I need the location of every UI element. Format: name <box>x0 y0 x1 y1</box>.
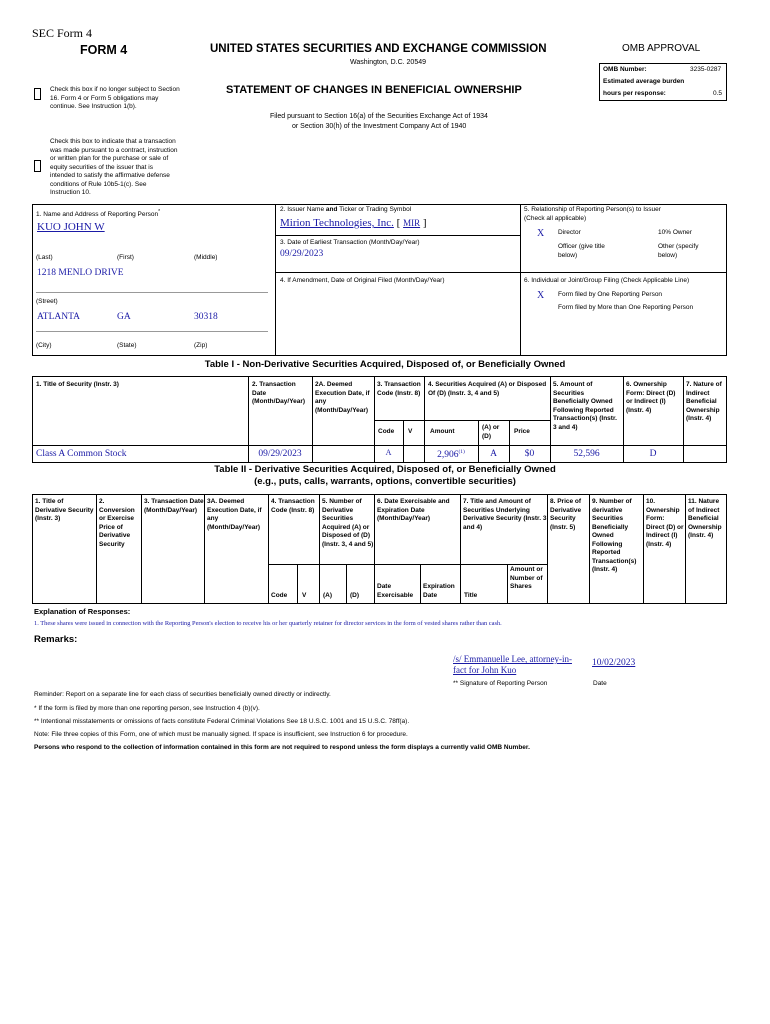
t1-h-nature: 7. Nature of Indirect Beneficial Ownership (Instr. 4) <box>686 381 722 422</box>
omb-number-label: OMB Number: <box>603 66 647 73</box>
t2-h-conversion: 2. Conversion or Exercise Price of Derivative Security <box>99 498 135 548</box>
explanation-label: Explanation of Responses: <box>34 607 131 616</box>
middle-label: (Middle) <box>194 254 218 261</box>
t1-h-deemed: 2A. Deemed Execution Date, if any (Month/Day/Year) <box>315 381 370 414</box>
t1-row-price: $0 <box>524 449 535 459</box>
ticker-symbol[interactable]: MIR <box>403 218 421 228</box>
officer-label: Officer (give title below) <box>558 243 605 259</box>
reminder-text: Reminder: Report on a separate line for each class of securities beneficially owned directly or indirectly. <box>34 691 331 698</box>
checkbox1-text: Check this box if no longer subject to Section 16. Form 4 or Form 5 obligations may continue. See Instruction 1(b). <box>50 86 180 110</box>
first-label: (First) <box>117 254 134 261</box>
earliest-transaction-date: 09/29/2023 <box>280 249 324 259</box>
sec-form-label: SEC Form 4 <box>32 26 93 40</box>
t1-row-aord: A <box>490 449 497 459</box>
t2-h-v-sub: V <box>302 592 307 599</box>
t1-row-form: D <box>649 449 657 459</box>
city-label: (City) <box>36 342 52 349</box>
t2-h-date: 3. Transaction Date (Month/Day/Year) <box>144 498 204 514</box>
rule-10b5-checkbox[interactable] <box>34 160 41 172</box>
t1-h-date: 2. Transaction Date (Month/Day/Year) <box>252 381 306 405</box>
omb-number-value: 3235-0287 <box>690 66 722 73</box>
box5-label: 5. Relationship of Reporting Person(s) to Issuer <box>524 206 661 213</box>
more-reporting-persons-label: Form filed by More than One Reporting Person <box>558 304 694 311</box>
one-reporting-person-label: Form filed by One Reporting Person <box>558 291 663 298</box>
ten-percent-owner-label: 10% Owner <box>658 229 692 236</box>
t1-h-code: 3. Transaction Code (Instr. 8) <box>377 381 421 397</box>
filed-pursuant-line1: Filed pursuant to Section 16(a) of the Securities Exchange Act of 1934 <box>270 113 488 120</box>
agency-title: UNITED STATES SECURITIES AND EXCHANGE COMMISSION <box>210 43 547 55</box>
table2-subtitle: (e.g., puts, calls, warrants, options, convertible securities) <box>254 476 516 487</box>
form-title: FORM 4 <box>80 43 128 57</box>
signature-label: ** Signature of Reporting Person <box>453 680 548 687</box>
t1-row-amount: 2,906$^{(1)}$ <box>437 449 465 461</box>
t1-h-amount-sub: Amount <box>430 428 455 435</box>
t2-h-deemed: 3A. Deemed Execution Date, if any (Month/Day/Year) <box>207 498 262 531</box>
issuer-name[interactable]: Mirion Technologies, Inc. <box>280 217 394 229</box>
t2-h-title: 1. Title of Derivative Security (Instr. 3) <box>35 498 94 522</box>
agency-location: Washington, D.C. 20549 <box>350 59 427 66</box>
box3-label: 3. Date of Earliest Transaction (Month/Day/Year) <box>280 239 420 246</box>
note-omb-validity: Persons who respond to the collection of information contained in this form are not required to respond unless the form displays a currently valid OMB Number. <box>34 744 530 751</box>
t2-h-exercisable: 6. Date Exercisable and Expiration Date (Month/Day/Year) <box>377 498 450 522</box>
t1-row-owned: 52,596 <box>573 449 600 459</box>
table1-title: Table I - Non-Derivative Securities Acquired, Disposed of, or Beneficially Owned <box>204 359 566 370</box>
t1-row-code: A <box>385 448 392 457</box>
last-label: (Last) <box>36 254 53 261</box>
street-label: (Street) <box>36 298 58 305</box>
zip-value: 30318 <box>194 312 218 322</box>
omb-approval-title: OMB APPROVAL <box>622 43 701 54</box>
t2-h-exp-sub: Expiration Date <box>423 583 455 599</box>
t2-h-form: 10. Ownership Form: Direct (D) or Indirect (I) (Instr. 4) <box>646 498 684 548</box>
t1-h-price-sub: Price <box>514 428 530 435</box>
table2-title: Table II - Derivative Securities Acquired, Disposed of, or Beneficially Owned <box>214 464 556 475</box>
t2-h-d-sub: (D) <box>350 592 360 599</box>
t1-row-title: Class A Common Stock <box>36 449 127 459</box>
explanation-footnote-1: 1. These shares were issued in connection with the Reporting Person's election to receive his or her quarterly retainer for director services in the form of vested shares rather than cash. <box>34 620 502 627</box>
zip-label: (Zip) <box>194 342 208 349</box>
t1-h-title: 1. Title of Security (Instr. 3) <box>36 381 119 388</box>
statement-title: STATEMENT OF CHANGES IN BENEFICIAL OWNERSHIP <box>226 84 522 96</box>
city-value: ATLANTA <box>37 312 81 322</box>
t2-h-number: 5. Number of Derivative Securities Acquired (A) or Disposed of (D) (Instr. 3, 4 and 5) <box>322 498 374 548</box>
t2-h-a-sub: (A) <box>323 592 333 599</box>
no-longer-subject-checkbox[interactable] <box>34 88 41 100</box>
note-misstatements: ** Intentional misstatements or omissions of facts constitute Federal Criminal Violations See 18 U.S.C. 1001 and 15 U.S.C. 78ff(a). <box>34 718 410 725</box>
issuer-line: Mirion Technologies, Inc. [ MIR ] <box>280 217 427 229</box>
box6-label: 6. Individual or Joint/Group Filing (Check Applicable Line) <box>524 277 690 284</box>
signature-date: 10/02/2023 <box>592 658 636 668</box>
t2-h-amount-sub: Amount or Number of Shares <box>510 566 543 590</box>
box5-sublabel: (Check all applicable) <box>524 215 587 222</box>
date-label: Date <box>593 680 607 687</box>
t1-row-date: 09/29/2023 <box>258 449 302 459</box>
director-label: Director <box>558 229 581 236</box>
box4-label: 4. If Amendment, Date of Original Filed (Month/Day/Year) <box>280 277 445 284</box>
omb-hours-value: 0.5 <box>713 90 723 97</box>
t1-h-acquired: 4. Securities Acquired (A) or Disposed Of (D) (Instr. 3, 4 and 5) <box>428 381 547 397</box>
note-copies: Note: File three copies of this Form, one of which must be manually signed. If space is insufficient, see Instruction 6 for procedure. <box>34 731 408 738</box>
state-label: (State) <box>117 342 137 349</box>
box2-label: 2. Issuer Name and Ticker or Trading Symbol <box>280 206 412 213</box>
checkbox2-text: Check this box to indicate that a transaction was made pursuant to a contract, instruction or written plan for the purchase or sale of equity securities of the issuer that is intended to satisfy the affirmative defense conditions of Rule 10b5-1(c). See Instruction 10. <box>50 138 178 196</box>
other-label: Other (specify below) <box>658 243 699 259</box>
t1-h-form: 6. Ownership Form: Direct (D) or Indirect (I) (Instr. 4) <box>626 381 676 414</box>
t2-h-title-sub: Title <box>464 592 478 599</box>
t2-h-code: 4. Transaction Code (Instr. 8) <box>271 498 315 514</box>
reporting-person-name[interactable]: KUO JOHN W <box>37 221 105 233</box>
footnote-ref-1[interactable]: (1) <box>458 449 465 455</box>
t1-h-aord-sub: (A) or (D) <box>482 424 500 440</box>
box1-label: 1. Name and Address of Reporting Person* <box>36 209 161 219</box>
t2-h-code-sub: Code <box>271 592 288 599</box>
filed-pursuant-line2: or Section 30(h) of the Investment Company Act of 1940 <box>292 123 467 130</box>
note-multiple-persons: * If the form is filed by more than one reporting person, see Instruction 4 (b)(v). <box>34 705 260 712</box>
t2-h-underlying: 7. Title and Amount of Securities Underlying Derivative Security (Instr. 3 and 4) <box>463 498 547 531</box>
street-value: 1218 MENLO DRIVE <box>37 268 124 278</box>
remarks-label: Remarks: <box>34 634 78 645</box>
director-check-mark[interactable]: X <box>537 228 545 239</box>
omb-hours-label: hours per response: <box>603 90 666 97</box>
one-person-check-mark[interactable]: X <box>537 290 545 301</box>
t1-h-code-sub: Code <box>378 428 395 435</box>
t2-h-nature: 11. Nature of Indirect Beneficial Ownership (Instr. 4) <box>688 498 722 539</box>
t2-h-owned: 9. Number of derivative Securities Beneficially Owned Following Reported Transaction(s) (Instr. 4) <box>592 498 637 573</box>
t2-h-price: 8. Price of Derivative Security (Instr. 5) <box>550 498 582 531</box>
state-value: GA <box>117 312 131 322</box>
t1-h-v-sub: V <box>408 428 413 435</box>
t2-h-date-ex-sub: Date Exercisable <box>377 583 414 599</box>
omb-burden-label: Estimated average burden <box>603 78 685 85</box>
t1-h-owned: 5. Amount of Securities Beneficially Owned Following Reported Transaction(s) (Instr. 3 and 4) <box>553 381 617 431</box>
signature-value[interactable]: /s/ Emmanuelle Lee, attorney-in-fact for John Kuo <box>453 654 572 675</box>
